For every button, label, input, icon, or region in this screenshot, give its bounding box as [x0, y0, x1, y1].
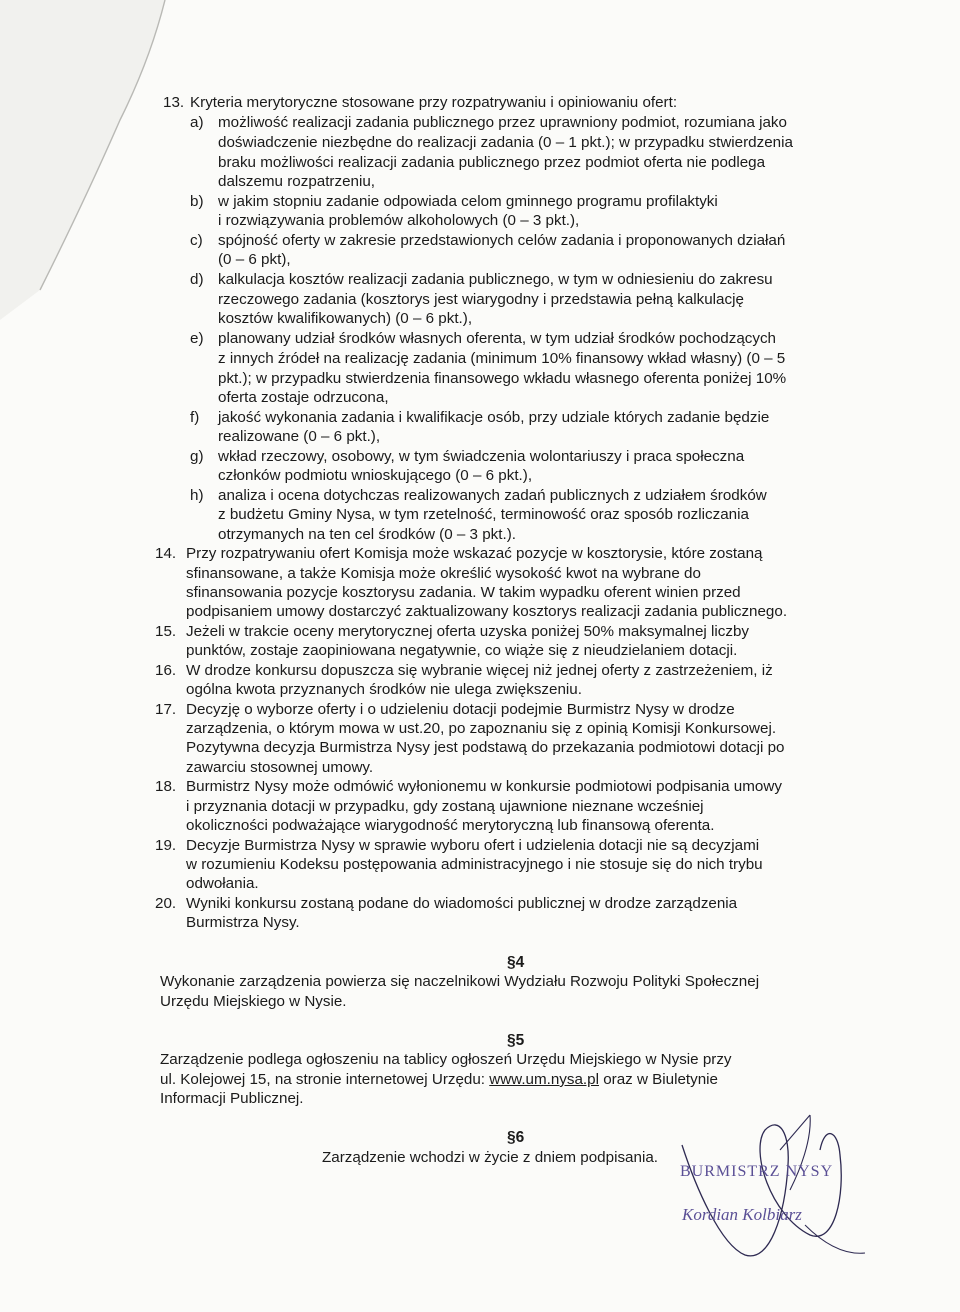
criterion-c-line: (0 – 6 pkt), — [218, 251, 291, 268]
item-19-line: w rozumieniu Kodeksu postępowania administracyjnego i nie stosuje się do nich trybu — [186, 856, 763, 873]
criterion-a-line: możliwość realizacji zadania publicznego przez uprawniony podmiot, rozumiana jako — [218, 114, 787, 131]
section-4-heading: §4 — [507, 954, 525, 971]
item-19-line: Decyzje Burmistrza Nysy w sprawie wyboru ofert i udzielenia dotacji nie są decyzjami — [186, 837, 760, 854]
section-5-text: ul. Kolejowej 15, na stronie internetowej Urzędu: — [160, 1071, 490, 1088]
item-14-line: sfinansowania pozycje kosztorysu zadania. W takim wypadku oferent winien przed — [186, 584, 741, 601]
criterion-f-line: jakość wykonania zadania i kwalifikacje osób, przy udziale których zadanie będzie — [218, 409, 770, 426]
criterion-b-line: w jakim stopniu zadanie odpowiada celom gminnego programu profilaktyki — [218, 193, 718, 210]
criterion-g-line: wkład rzeczowy, osobowy, w tym świadczenia wolontariuszy i praca społeczna — [218, 448, 745, 465]
item-18-line: Burmistrz Nysy może odmówić wyłonionemu w konkursie podmiotowi podpisania umowy — [186, 778, 782, 795]
item-17-line: Decyzję o wyborze oferty i o udzieleniu dotacji podejmie Burmistrz Nysy w drodze — [186, 701, 735, 718]
website-link[interactable]: www.um.nysa.pl — [489, 1071, 599, 1088]
item-13-number: 13. — [163, 94, 185, 111]
item-20-line: Wyniki konkursu zostaną podane do wiadomości publicznej w drodze zarządzenia — [186, 895, 738, 912]
item-18-line: i przyznania dotacji w przypadku, gdy zostaną ujawnione nieznane wcześniej — [186, 798, 704, 815]
criterion-a-line: braku możliwości realizacji zadania publicznego przez podmiot oferta nie podlega — [218, 154, 766, 171]
criterion-d-line: kosztów kwalifikowanych) (0 – 6 pkt.), — [218, 310, 473, 327]
item-20-number: 20. — [155, 895, 177, 912]
criterion-c-line: spójność oferty w zakresie przedstawionych celów zadania i proponowanych działań — [218, 232, 786, 249]
criterion-d-line: kalkulacja kosztów realizacji zadania publicznego, w tym w odniesieniu do zakresu — [218, 271, 773, 288]
section-5-line: Zarządzenie podlega ogłoszeniu na tablicy ogłoszeń Urzędu Miejskiego w Nysie przy — [160, 1051, 732, 1068]
section-5-text: oraz w Biuletynie — [598, 1071, 719, 1088]
section-4-line: Urzędu Miejskiego w Nysie. — [160, 993, 347, 1010]
item-17-line: zawarciu stosownej umowy. — [186, 759, 374, 776]
stamp-name: Kordian Kolbiarz — [682, 1205, 802, 1224]
criterion-a-line: doświadczenie niezbędne do realizacji zadania (0 – 1 pkt.); w przypadku stwierdzenia — [218, 134, 793, 151]
criterion-h-label: h) — [190, 487, 204, 504]
stamp-title: BURMISTRZ NYSY — [680, 1163, 834, 1180]
section-6-line: Zarządzenie wchodzi w życie z dniem podpisania. — [322, 1149, 658, 1166]
item-17-line: Pozytywna decyzja Burmistrza Nysy jest podstawą do przekazania podmiotowi dotacji po — [186, 739, 785, 756]
section-5-line: Informacji Publicznej. — [160, 1090, 304, 1107]
item-14-line: Przy rozpatrywaniu ofert Komisja może wskazać pozycje w kosztorysie, które zostaną — [186, 545, 763, 562]
item-17-number: 17. — [155, 701, 177, 718]
item-17-line: zarządzenia, o którym mowa w ust.20, po zapoznaniu się z opinią Komisji Konkursowej. — [186, 720, 777, 737]
item-14-number: 14. — [155, 545, 177, 562]
section-6-heading: §6 — [507, 1129, 525, 1146]
criterion-h-line: analiza i ocena dotychczas realizowanych zadań publicznych z udziałem środków — [218, 487, 767, 504]
item-16-line: W drodze konkursu dopuszcza się wybranie więcej niż jednej oferty z zastrzeżeniem, iż — [186, 662, 773, 679]
item-13-intro: Kryteria merytoryczne stosowane przy rozpatrywaniu i opiniowaniu ofert: — [190, 94, 678, 111]
section-5-line — [160, 1070, 718, 1089]
criterion-g-label: g) — [190, 448, 204, 465]
item-18-number: 18. — [155, 778, 177, 795]
item-18-line: okoliczności podważające wiarygodność merytoryczną lub finansową oferenta. — [186, 817, 715, 834]
criterion-c-label: c) — [190, 232, 203, 249]
item-16-line: ogólna kwota przyznanych środków nie ulega zwiększeniu. — [186, 681, 582, 698]
item-19-number: 19. — [155, 837, 177, 854]
criterion-b-label: b) — [190, 193, 204, 210]
item-15-line: punktów, zostaje zaopiniowana negatywnie, co wiąże się z nieudzielaniem dotacji. — [186, 642, 738, 659]
criterion-d-label: d) — [190, 271, 204, 288]
item-15-number: 15. — [155, 623, 177, 640]
item-19-line: odwołania. — [186, 875, 259, 892]
criterion-a-line: dalszemu rozpatrzeniu, — [218, 173, 376, 190]
criterion-e-line: planowany udział środków własnych oferenta, w tym udział środków pochodzących — [218, 330, 776, 347]
criterion-h-line: otrzymanych na ten cel środków (0 – 3 pkt.). — [218, 526, 516, 543]
criterion-h-line: z budżetu Gminy Nysa, w tym rzetelność, terminowość oraz sposób rozliczania — [218, 506, 749, 523]
criterion-g-line: członków podmiotu wnioskującego (0 – 6 pkt.), — [218, 467, 533, 484]
criterion-e-line: z innych źródeł na realizację zadania (minimum 10% finansowy wkład własny) (0 – 5 — [218, 350, 786, 367]
item-14-line: sfinansowane, a także Komisja może określić wysokość kwot na wybrane do — [186, 565, 701, 582]
criterion-e-label: e) — [190, 330, 204, 347]
section-4-line: Wykonanie zarządzenia powierza się naczelnikowi Wydziału Rozwoju Polityki Społecznej — [160, 973, 760, 990]
section-5-heading: §5 — [507, 1032, 525, 1049]
item-20-line: Burmistrza Nysy. — [186, 914, 300, 931]
criterion-e-line: oferta zostaje odrzucona, — [218, 389, 389, 406]
criterion-b-line: i rozwiązywania problemów alkoholowych (0 – 3 pkt.), — [218, 212, 580, 229]
criterion-e-line: pkt.); w przypadku stwierdzenia finansowego wkładu własnego oferenta poniżej 10% — [218, 370, 787, 387]
item-15-line: Jeżeli w trakcie oceny merytorycznej oferta uzyska poniżej 50% maksymalnej liczby — [186, 623, 749, 640]
item-16-number: 16. — [155, 662, 177, 679]
item-14-line: podpisaniem umowy dostarczyć zaktualizowany kosztorys realizacji zadania publicznego. — [186, 603, 788, 620]
criterion-a-label: a) — [190, 114, 204, 131]
criterion-f-label: f) — [190, 409, 200, 426]
criterion-f-line: realizowane (0 – 6 pkt.), — [218, 428, 381, 445]
criterion-d-line: rzeczowego zadania (kosztorys jest wiarygodny i przedstawia pełną kalkulację — [218, 291, 744, 308]
